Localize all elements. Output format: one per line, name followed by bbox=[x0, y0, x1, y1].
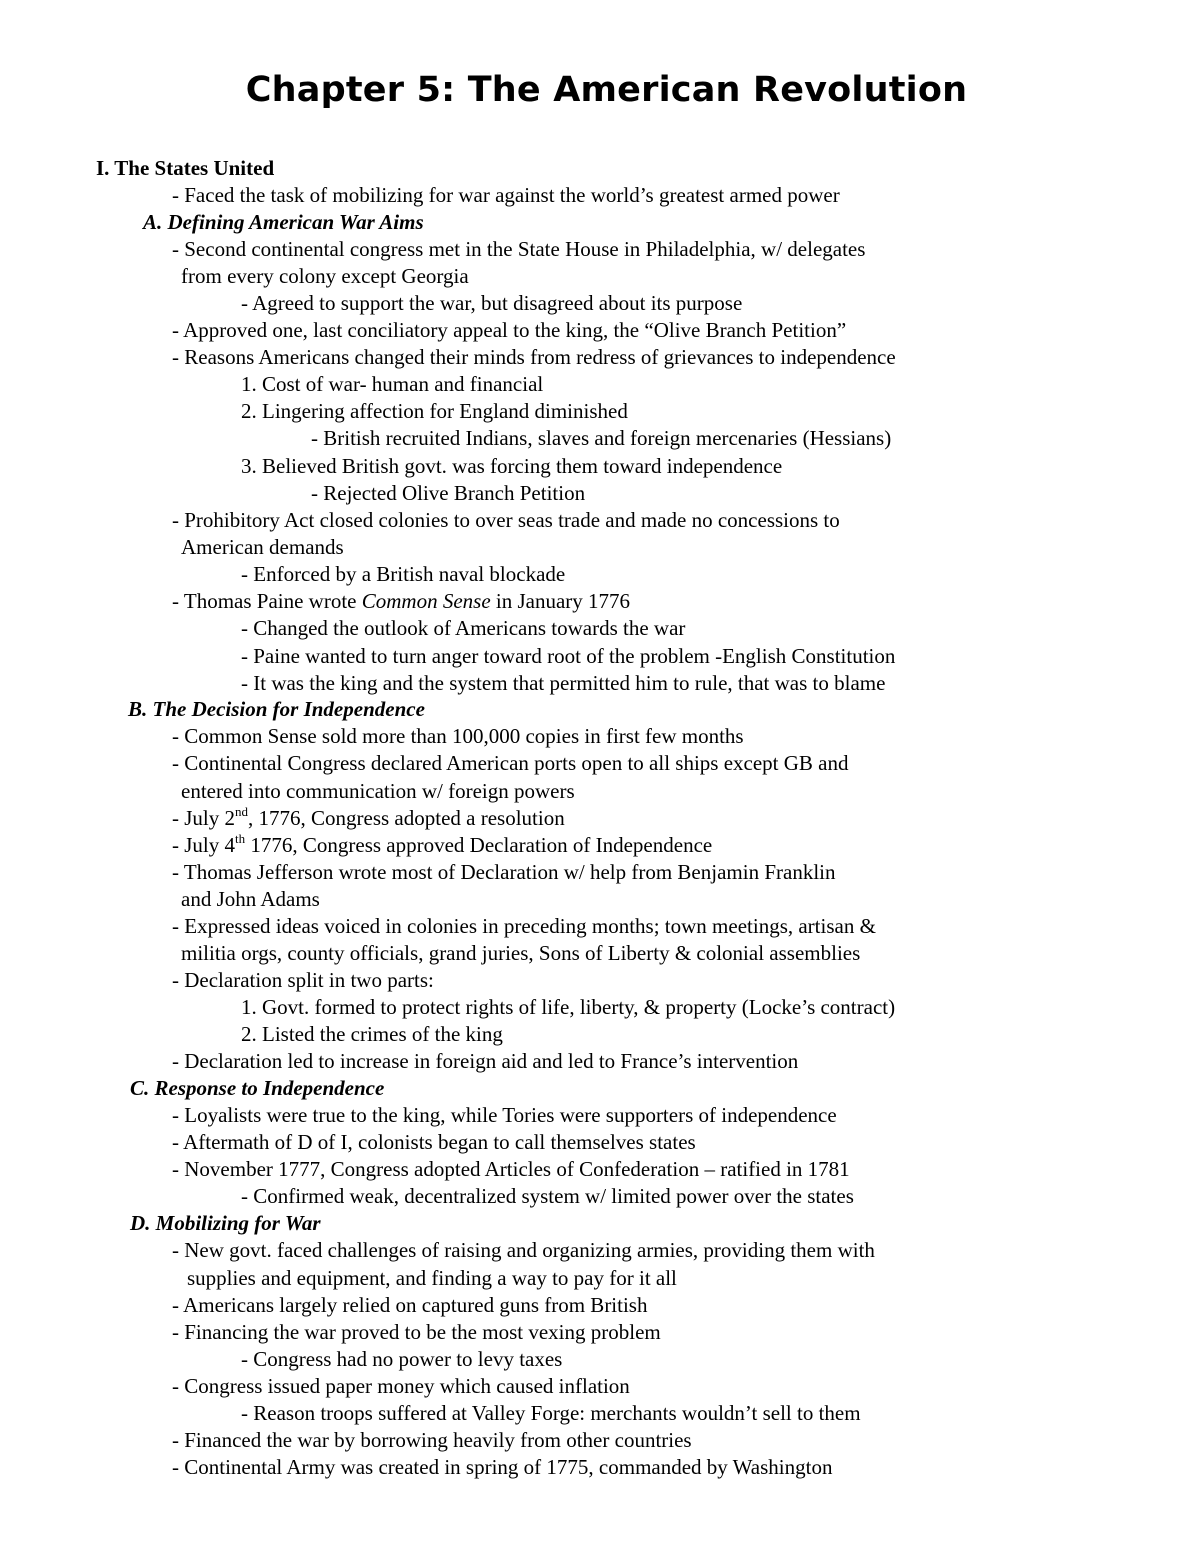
list-item: - Changed the outlook of Americans towards the war bbox=[241, 616, 686, 640]
text-run: 1776, Congress approved Declaration of Independence bbox=[245, 833, 713, 857]
subsection-heading: A. Defining American War Aims bbox=[143, 210, 424, 234]
list-item: - Agreed to support the war, but disagreed about its purpose bbox=[241, 291, 743, 315]
list-item-continuation: American demands bbox=[181, 535, 344, 559]
list-item: - Declaration led to increase in foreign aid and led to France’s intervention bbox=[172, 1049, 799, 1073]
list-item-continuation: from every colony except Georgia bbox=[181, 264, 469, 288]
numbered-item: 1. Cost of war- human and financial bbox=[241, 372, 544, 396]
text-run: - July 4 bbox=[172, 833, 235, 857]
numbered-item: 1. Govt. formed to protect rights of life, liberty, & property (Locke’s contract) bbox=[241, 995, 896, 1019]
text-run: - July 2 bbox=[172, 806, 235, 830]
list-item: - It was the king and the system that permitted him to rule, that was to blame bbox=[241, 671, 886, 695]
list-item-continuation: entered into communication w/ foreign powers bbox=[181, 779, 575, 803]
list-item: - Rejected Olive Branch Petition bbox=[311, 481, 586, 505]
text-run: - Thomas Paine wrote bbox=[172, 589, 362, 613]
list-item: - Continental Congress declared American ports open to all ships except GB and bbox=[172, 751, 849, 775]
book-title: Common Sense bbox=[361, 589, 491, 613]
list-item: - Congress issued paper money which caused inflation bbox=[172, 1374, 630, 1398]
section-heading: I. The States United bbox=[96, 156, 275, 180]
list-item bbox=[172, 804, 565, 830]
list-item: - Common Sense sold more than 100,000 copies in first few months bbox=[172, 724, 744, 748]
ordinal-suffix: nd bbox=[235, 804, 248, 819]
list-item: - Confirmed weak, decentralized system w/ limited power over the states bbox=[241, 1184, 854, 1208]
list-item-continuation: supplies and equipment, and finding a way to pay for it all bbox=[187, 1266, 677, 1290]
subsection-heading: C. Response to Independence bbox=[130, 1076, 385, 1100]
list-item: - Continental Army was created in spring of 1775, commanded by Washington bbox=[172, 1455, 833, 1479]
list-item: - Reasons Americans changed their minds from redress of grievances to independence bbox=[172, 345, 896, 369]
list-item: - Reason troops suffered at Valley Forge: merchants wouldn’t sell to them bbox=[241, 1401, 861, 1425]
list-item: - Paine wanted to turn anger toward root of the problem -English Constitution bbox=[241, 644, 896, 668]
subsection-heading: D. Mobilizing for War bbox=[130, 1211, 321, 1235]
subsection-heading: B. The Decision for Independence bbox=[128, 697, 425, 721]
list-item: - Enforced by a British naval blockade bbox=[241, 562, 566, 586]
list-item: - Americans largely relied on captured guns from British bbox=[172, 1293, 648, 1317]
text-run: , 1776, Congress adopted a resolution bbox=[248, 806, 565, 830]
ordinal-suffix: th bbox=[235, 831, 246, 846]
list-item: - Prohibitory Act closed colonies to over seas trade and made no concessions to bbox=[172, 508, 840, 532]
list-item: - Loyalists were true to the king, while Tories were supporters of independence bbox=[172, 1103, 837, 1127]
numbered-item: 2. Lingering affection for England diminished bbox=[241, 399, 628, 423]
page-title: Chapter 5: The American Revolution bbox=[245, 70, 968, 110]
list-item bbox=[172, 831, 713, 857]
list-item: - Aftermath of D of I, colonists began to call themselves states bbox=[172, 1130, 696, 1154]
list-item bbox=[172, 591, 630, 612]
list-item: - Declaration split in two parts: bbox=[172, 968, 434, 992]
list-item: - Congress had no power to levy taxes bbox=[241, 1347, 563, 1371]
numbered-item: 3. Believed British govt. was forcing them toward independence bbox=[241, 454, 783, 478]
list-item: - Second continental congress met in the State House in Philadelphia, w/ delegates bbox=[172, 237, 866, 261]
list-item: - New govt. faced challenges of raising and organizing armies, providing them with bbox=[172, 1238, 875, 1262]
list-item: - British recruited Indians, slaves and foreign mercenaries (Hessians) bbox=[311, 426, 892, 450]
list-item-continuation: militia orgs, county officials, grand juries, Sons of Liberty & colonial assemblies bbox=[181, 941, 861, 965]
list-item: - Approved one, last conciliatory appeal to the king, the “Olive Branch Petition” bbox=[172, 318, 847, 342]
text-run: in January 1776 bbox=[490, 589, 631, 613]
list-item: - November 1777, Congress adopted Articles of Confederation – ratified in 1781 bbox=[172, 1157, 850, 1181]
list-item: - Expressed ideas voiced in colonies in preceding months; town meetings, artisan & bbox=[172, 914, 876, 938]
list-item: - Thomas Jefferson wrote most of Declaration w/ help from Benjamin Franklin bbox=[172, 860, 836, 884]
list-item: - Faced the task of mobilizing for war against the world’s greatest armed power bbox=[172, 183, 840, 207]
numbered-item: 2. Listed the crimes of the king bbox=[241, 1022, 503, 1046]
list-item-continuation: and John Adams bbox=[181, 887, 320, 911]
list-item: - Financing the war proved to be the most vexing problem bbox=[172, 1320, 661, 1344]
list-item: - Financed the war by borrowing heavily from other countries bbox=[172, 1428, 692, 1452]
